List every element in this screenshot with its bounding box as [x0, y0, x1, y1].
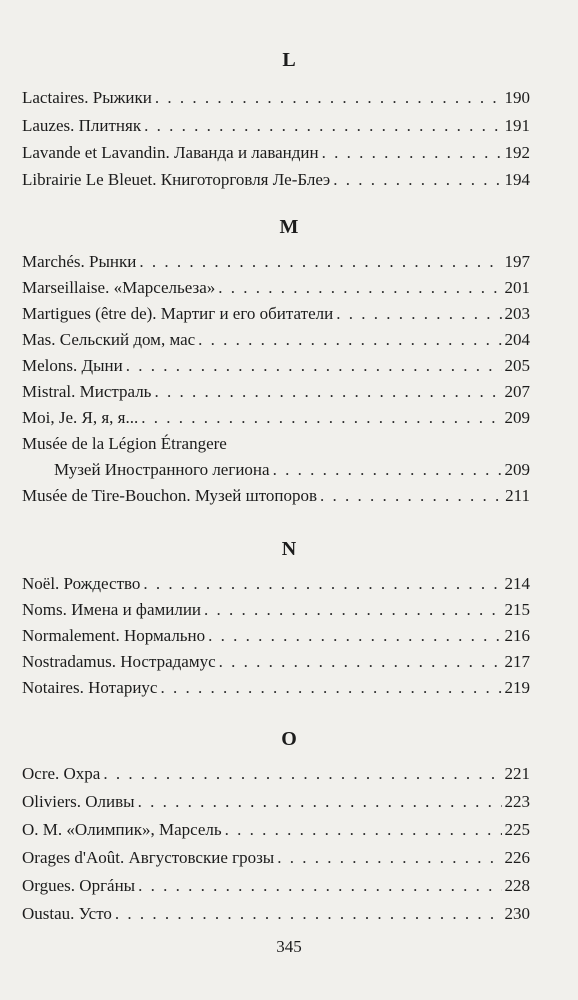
- entry-title: Lactaires. Рыжики: [22, 88, 152, 107]
- index-entry: [22, 328, 530, 352]
- index-entry: [22, 790, 530, 814]
- index-entry: [22, 598, 530, 622]
- entry-title: Orgues. Оргáны: [22, 876, 136, 895]
- entry-page: 226: [504, 848, 530, 867]
- section-letter-n: N: [281, 538, 297, 560]
- dot-leader: [115, 902, 502, 926]
- entry-page: 225: [504, 820, 530, 839]
- entry-title: Lauzes. Плитняк: [22, 116, 142, 135]
- dot-leader: [141, 406, 501, 430]
- entry-title: Noms. Имена и фамилии: [22, 600, 202, 619]
- dot-leader: [155, 86, 502, 110]
- dot-leader: [160, 676, 501, 700]
- index-entry: [22, 762, 530, 786]
- entry-title: Marseillaise. «Марсельеза»: [22, 278, 216, 297]
- entry-title: Marchés. Рынки: [22, 252, 137, 271]
- section-letter-m: M: [279, 216, 299, 238]
- dot-leader: [320, 484, 502, 508]
- entry-page: 215: [504, 600, 530, 619]
- dot-leader: [204, 598, 501, 622]
- dot-leader: [273, 458, 502, 482]
- entry-title: Orages d'Août. Августовские грозы: [22, 848, 275, 867]
- index-entry: [22, 141, 530, 165]
- entry-page: 219: [504, 678, 530, 697]
- index-entry: [22, 650, 530, 674]
- page-number: 345: [276, 937, 302, 956]
- dot-leader: [139, 250, 501, 274]
- dot-leader: [322, 141, 502, 165]
- entry-page: 216: [504, 626, 530, 645]
- index-entry-continuation: [54, 458, 530, 482]
- index-entry: [22, 624, 530, 648]
- entry-page: 221: [504, 764, 530, 783]
- entry-title: Mas. Сельский дом, мас: [22, 330, 196, 349]
- entry-title: Musée de la Légion Étrangere: [22, 434, 227, 453]
- entry-title: O. M. «Олимпик», Марсель: [22, 820, 222, 839]
- entry-page: 201: [504, 278, 530, 297]
- entry-page: 205: [504, 356, 530, 375]
- dot-leader: [225, 818, 502, 842]
- dot-leader: [208, 624, 501, 648]
- index-entry: [22, 114, 530, 138]
- dot-leader: [103, 762, 501, 786]
- index-entry: [22, 406, 530, 430]
- entry-title: Martigues (être de). Мартиг и его обитатели: [22, 304, 334, 323]
- entry-title: Notaires. Нотариус: [22, 678, 158, 697]
- entry-page: 209: [504, 460, 530, 479]
- entry-page: 223: [504, 792, 530, 811]
- entry-title: Ocre. Охра: [22, 764, 101, 783]
- dot-leader: [138, 790, 502, 814]
- entry-page: 194: [504, 170, 530, 189]
- entry-title: Musée de Tire-Bouchon. Музей штопоров: [22, 486, 318, 505]
- entry-page: 190: [504, 88, 530, 107]
- dot-leader: [277, 846, 501, 870]
- index-entry: [22, 380, 530, 404]
- section-letter-o: O: [281, 728, 297, 750]
- index-entry: [22, 484, 530, 508]
- index-entry: [22, 676, 530, 700]
- index-entry: [22, 86, 530, 110]
- entry-title: Lavande et Lavandin. Лаванда и лавандин: [22, 143, 319, 162]
- entry-page: 211: [505, 486, 530, 505]
- entry-page: 191: [504, 116, 530, 135]
- entry-title: Oliviers. Оливы: [22, 792, 135, 811]
- index-entry: [22, 846, 530, 870]
- index-entry-heading-line: [22, 432, 530, 456]
- dot-leader: [126, 354, 502, 378]
- dot-leader: [198, 328, 501, 352]
- entry-title: Moi, Je. Я, я, я...: [22, 408, 139, 427]
- dot-leader: [144, 114, 501, 138]
- dot-leader: [218, 276, 501, 300]
- dot-leader: [143, 572, 501, 596]
- entry-title: Melons. Дыни: [22, 356, 123, 375]
- entry-page: 204: [504, 330, 530, 349]
- dot-leader: [336, 302, 501, 326]
- entry-title: Nostradamus. Нострадамус: [22, 652, 216, 671]
- dot-leader: [138, 874, 501, 898]
- index-entry: [22, 168, 530, 192]
- index-entry: [22, 354, 530, 378]
- index-entry: [22, 250, 530, 274]
- entry-title: Normalement. Нормально: [22, 626, 206, 645]
- entry-page: 228: [504, 876, 530, 895]
- entry-page: 207: [504, 382, 530, 401]
- index-entry: [22, 874, 530, 898]
- entry-page: 203: [504, 304, 530, 323]
- entry-continuation: Музей Иностранного легиона: [54, 460, 270, 479]
- entry-page: 192: [504, 143, 530, 162]
- entry-title: Librairie Le Bleuet. Книготорговля Ле-Блеэ: [22, 170, 331, 189]
- entry-title: Oustau. Усто: [22, 904, 112, 923]
- entry-page: 197: [504, 252, 530, 271]
- dot-leader: [333, 168, 501, 192]
- dot-leader: [219, 650, 502, 674]
- section-letter-l: L: [282, 49, 296, 71]
- entry-title: Mistral. Мистраль: [22, 382, 152, 401]
- entry-page: 217: [504, 652, 530, 671]
- index-entry: [22, 902, 530, 926]
- index-entry: [22, 276, 530, 300]
- entry-page: 209: [504, 408, 530, 427]
- index-entry: [22, 572, 530, 596]
- entry-page: 214: [504, 574, 530, 593]
- index-entry: [22, 818, 530, 842]
- index-entry: [22, 302, 530, 326]
- entry-title: Noël. Рождество: [22, 574, 141, 593]
- entry-page: 230: [504, 904, 530, 923]
- dot-leader: [154, 380, 501, 404]
